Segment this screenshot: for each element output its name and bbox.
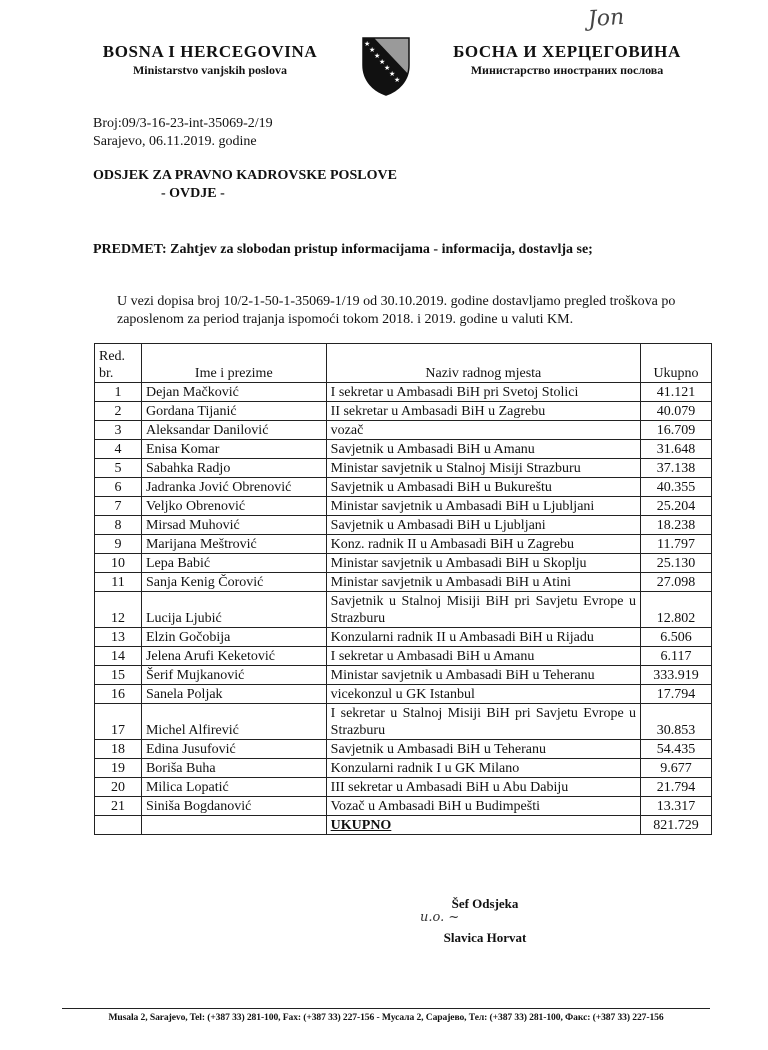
total-value: 821.729 <box>641 816 712 835</box>
document-meta <box>93 115 273 151</box>
total-label: UKUPNO <box>330 818 392 833</box>
row-number: 8 <box>95 516 142 535</box>
employee-name: Sanja Kenig Čorović <box>141 573 326 592</box>
header-row-number-line1: Red. <box>99 349 126 364</box>
row-total: 12.802 <box>641 592 712 628</box>
header-row-number-line2: br. <box>99 366 114 381</box>
table-row <box>95 497 712 516</box>
row-total: 31.648 <box>641 440 712 459</box>
table-row <box>95 516 712 535</box>
row-number: 10 <box>95 554 142 573</box>
position-title: Konzularni radnik I u GK Milano <box>326 759 640 778</box>
position-title: Ministar savjetnik u Ambasadi BiH u Atini <box>326 573 640 592</box>
footer-divider <box>62 1008 710 1009</box>
row-total: 16.709 <box>641 421 712 440</box>
row-number: 14 <box>95 647 142 666</box>
row-total: 9.677 <box>641 759 712 778</box>
table-row <box>95 592 712 628</box>
table-row <box>95 383 712 402</box>
row-total: 25.130 <box>641 554 712 573</box>
svg-text:★: ★ <box>369 46 376 54</box>
total-empty-number <box>95 816 142 835</box>
employee-name: Enisa Komar <box>141 440 326 459</box>
employee-name: Marijana Meštrović <box>141 535 326 554</box>
row-number: 6 <box>95 478 142 497</box>
employee-name: Dejan Mačković <box>141 383 326 402</box>
row-total: 6.117 <box>641 647 712 666</box>
position-title: I sekretar u Ambasadi BiH pri Svetoj Stolici <box>326 383 640 402</box>
employee-name: Siniša Bogdanović <box>141 797 326 816</box>
employee-name: Elzin Gočobija <box>141 628 326 647</box>
row-number: 13 <box>95 628 142 647</box>
row-total: 40.355 <box>641 478 712 497</box>
position-title: I sekretar u Stalnoj Misiji BiH pri Savjetu Evrope u Strazburu <box>326 704 640 740</box>
row-total: 17.794 <box>641 685 712 704</box>
row-number: 3 <box>95 421 142 440</box>
table-row <box>95 535 712 554</box>
row-number: 12 <box>95 592 142 628</box>
position-title: Ministar savjetnik u Ambasadi BiH u Ljubljani <box>326 497 640 516</box>
row-number: 9 <box>95 535 142 554</box>
table-row <box>95 402 712 421</box>
total-label-cell <box>326 816 640 835</box>
table-row <box>95 628 712 647</box>
header-row-number <box>95 344 142 383</box>
table-row <box>95 554 712 573</box>
employee-name: Mirsad Muhović <box>141 516 326 535</box>
row-number: 1 <box>95 383 142 402</box>
position-title: Ministar savjetnik u Ambasadi BiH u Teheranu <box>326 666 640 685</box>
table-row <box>95 459 712 478</box>
signature-title: Šef Odsjeka <box>451 896 519 911</box>
employee-name: Sabahka Radjo <box>141 459 326 478</box>
position-title: Ministar savjetnik u Ambasadi BiH u Skoplju <box>326 554 640 573</box>
employee-name: Lepa Babić <box>141 554 326 573</box>
table-body <box>95 383 712 816</box>
row-number: 2 <box>95 402 142 421</box>
employee-name: Michel Alfirević <box>141 704 326 740</box>
country-name-cyrillic: БОСНА И ХЕРЦЕГОВИНА <box>453 42 681 61</box>
header-position: Naziv radnog mjesta <box>326 344 640 383</box>
country-name-latin: BOSNA I HERCEGOVINA <box>102 42 318 61</box>
employee-name: Aleksandar Danilović <box>141 421 326 440</box>
place-date: Sarajevo, 06.11.2019. godine <box>93 134 257 149</box>
position-title: I sekretar u Ambasadi BiH u Amanu <box>326 647 640 666</box>
employee-name: Jelena Arufi Keketović <box>141 647 326 666</box>
signature-name: Slavica Horvat <box>443 930 527 945</box>
position-title: Savjetnik u Ambasadi BiH u Ljubljani <box>326 516 640 535</box>
svg-text:★: ★ <box>364 40 371 48</box>
ministry-name-cyrillic: Министарство иностраних послова <box>470 63 664 77</box>
row-number: 18 <box>95 740 142 759</box>
table-row <box>95 685 712 704</box>
table-row <box>95 704 712 740</box>
row-total: 13.317 <box>641 797 712 816</box>
svg-text:★: ★ <box>374 52 381 60</box>
employee-name: Jadranka Jović Obrenović <box>141 478 326 497</box>
position-title: vozač <box>326 421 640 440</box>
row-number: 17 <box>95 704 142 740</box>
svg-text:★: ★ <box>379 58 386 66</box>
svg-text:★: ★ <box>384 64 391 72</box>
position-title: Konzularni radnik II u Ambasadi BiH u Rijadu <box>326 628 640 647</box>
footer-contact: Musala 2, Sarajevo, Tel: (+387 33) 281-100, Fax: (+387 33) 227-156 - Мусала 2, Сарајево, Тел: (+387 33) 281-100, Факс: (+387 33) 227-156 <box>108 1012 664 1023</box>
table-total-row <box>95 816 712 835</box>
position-title: III sekretar u Ambasadi BiH u Abu Dabiju <box>326 778 640 797</box>
table-row <box>95 778 712 797</box>
position-title: vicekonzul u GK Istanbul <box>326 685 640 704</box>
row-total: 41.121 <box>641 383 712 402</box>
header-total: Ukupno <box>641 344 712 383</box>
header-name: Ime i prezime <box>141 344 326 383</box>
row-total: 40.079 <box>641 402 712 421</box>
handwritten-signature: u.o. ~ <box>420 910 460 925</box>
table-row <box>95 440 712 459</box>
svg-text:★: ★ <box>389 70 396 78</box>
row-number: 5 <box>95 459 142 478</box>
row-total: 37.138 <box>641 459 712 478</box>
table-row <box>95 647 712 666</box>
employee-name: Veljko Obrenović <box>141 497 326 516</box>
employee-name: Boriša Buha <box>141 759 326 778</box>
table-row <box>95 421 712 440</box>
row-number: 4 <box>95 440 142 459</box>
row-total: 21.794 <box>641 778 712 797</box>
intro-paragraph: U vezi dopisa broj 10/2-1-50-1-35069-1/19 od 30.10.2019. godine dostavljamo pregled troškova po zaposlenom za period trajanja ispomoći tokom 2018. i 2019. godine u valuti KM. <box>117 294 676 327</box>
handwritten-annotation: Jon <box>587 4 626 33</box>
table-row <box>95 573 712 592</box>
table-row <box>95 797 712 816</box>
row-number: 16 <box>95 685 142 704</box>
row-total: 11.797 <box>641 535 712 554</box>
ministry-name-latin: Ministarstvo vanjskih poslova <box>132 63 288 77</box>
row-number: 21 <box>95 797 142 816</box>
position-title: Vozač u Ambasadi BiH u Budimpešti <box>326 797 640 816</box>
subject-line: PREDMET: Zahtjev za slobodan pristup informacijama - informacija, dostavlja se; <box>93 242 593 257</box>
recipient-block <box>93 167 397 203</box>
svg-text:★: ★ <box>394 76 401 84</box>
position-title: Konz. radnik II u Ambasadi BiH u Zagrebu <box>326 535 640 554</box>
row-total: 6.506 <box>641 628 712 647</box>
position-title: Savjetnik u Ambasadi BiH u Bukureštu <box>326 478 640 497</box>
employee-name: Milica Lopatić <box>141 778 326 797</box>
row-number: 20 <box>95 778 142 797</box>
employee-name: Gordana Tijanić <box>141 402 326 421</box>
employee-name: Šerif Mujkanović <box>141 666 326 685</box>
row-total: 27.098 <box>641 573 712 592</box>
row-number: 7 <box>95 497 142 516</box>
header-latin <box>90 42 330 78</box>
position-title: Ministar savjetnik u Stalnoj Misiji Strazburu <box>326 459 640 478</box>
position-title: II sekretar u Ambasadi BiH u Zagrebu <box>326 402 640 421</box>
coat-of-arms-icon <box>360 35 412 97</box>
employee-name: Lucija Ljubić <box>141 592 326 628</box>
table-row <box>95 666 712 685</box>
table-row <box>95 759 712 778</box>
cost-table <box>94 343 712 835</box>
header-cyrillic <box>432 42 702 78</box>
recipient-location: - OVDJE - <box>161 186 225 201</box>
table-header-row <box>95 344 712 383</box>
row-number: 15 <box>95 666 142 685</box>
position-title: Savjetnik u Ambasadi BiH u Amanu <box>326 440 640 459</box>
reference-number: Broj:09/3-16-23-int-35069-2/19 <box>93 116 273 131</box>
row-number: 11 <box>95 573 142 592</box>
row-total: 54.435 <box>641 740 712 759</box>
row-total: 25.204 <box>641 497 712 516</box>
row-number: 19 <box>95 759 142 778</box>
recipient-department: ODSJEK ZA PRAVNO KADROVSKE POSLOVE <box>93 168 397 183</box>
row-total: 18.238 <box>641 516 712 535</box>
table-row <box>95 478 712 497</box>
row-total: 30.853 <box>641 704 712 740</box>
employee-name: Sanela Poljak <box>141 685 326 704</box>
total-empty-name <box>141 816 326 835</box>
row-total: 333.919 <box>641 666 712 685</box>
position-title: Savjetnik u Stalnoj Misiji BiH pri Savjetu Evrope u Strazburu <box>326 592 640 628</box>
employee-name: Edina Jusufović <box>141 740 326 759</box>
position-title: Savjetnik u Ambasadi BiH u Teheranu <box>326 740 640 759</box>
table-row <box>95 740 712 759</box>
